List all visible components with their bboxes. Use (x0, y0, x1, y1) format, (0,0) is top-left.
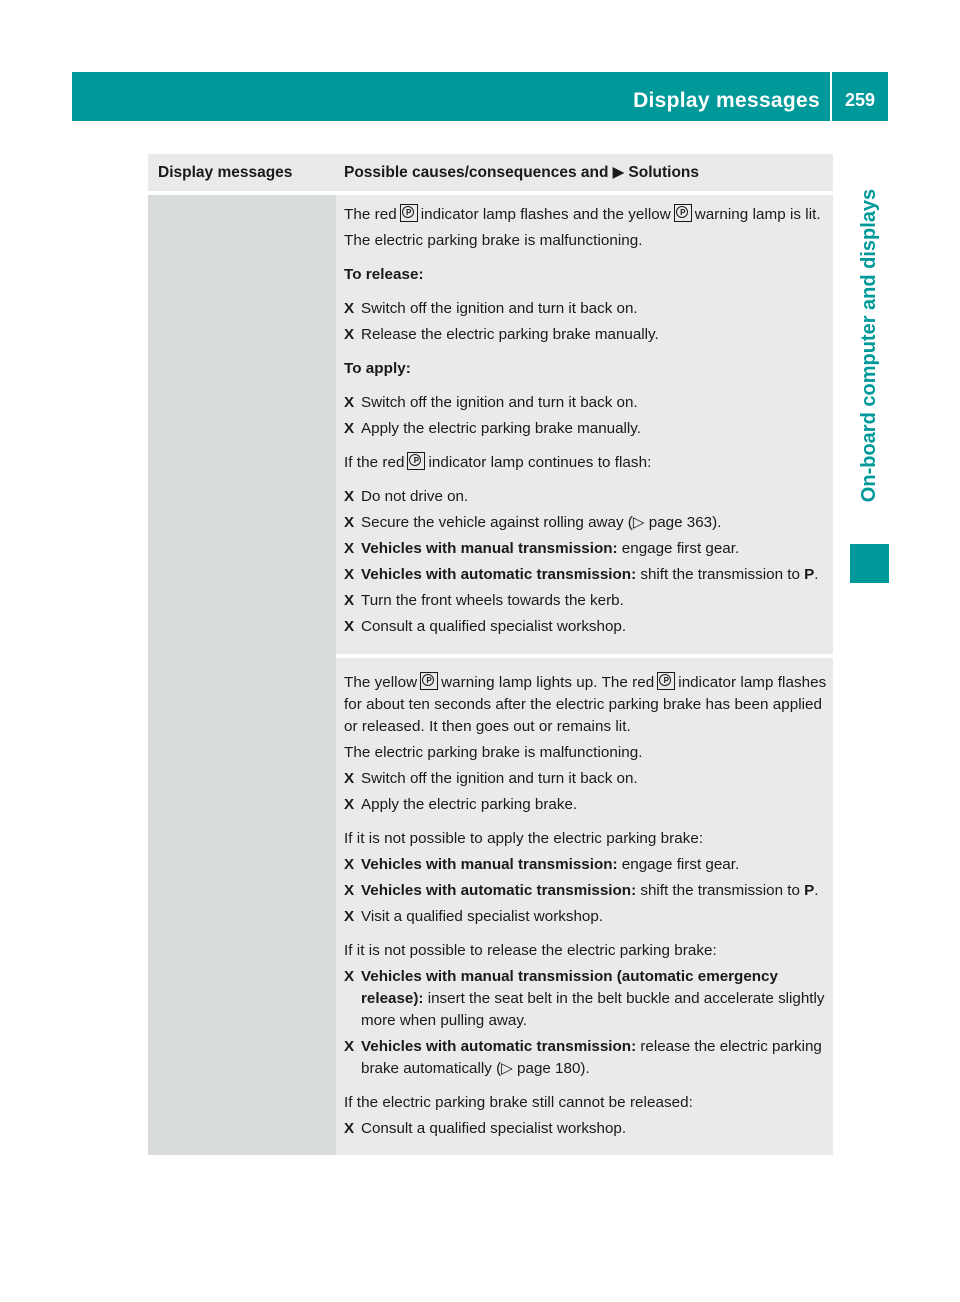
step-marker-icon: X (344, 618, 355, 635)
step-marker-icon: X (344, 514, 355, 531)
text-span: indicator lamp flashes and the yellow (420, 206, 671, 223)
step-marker-icon: X (344, 882, 355, 899)
step-marker-icon: X (344, 488, 355, 505)
text-span: P (804, 566, 815, 583)
text-span: insert the seat belt in the belt buckle and accelerate slightly more when pulling away. (361, 990, 825, 1029)
text-span: indicator lamp continues to flash: (428, 454, 652, 471)
text-span: Consult a qualified specialist workshop. (361, 1120, 627, 1137)
list-item (344, 768, 827, 790)
parking-brake-icon (674, 204, 692, 222)
step-text (361, 966, 827, 1032)
page-ref-arrow-icon: ▷ (632, 514, 645, 531)
solution-arrow-icon: ▶ (612, 164, 625, 181)
step-text (361, 538, 827, 560)
list-item (344, 564, 827, 586)
text-span: If the red (344, 454, 405, 471)
cell-cause: The electric parking brake is malfunctioning. (344, 232, 643, 249)
step-text (361, 1036, 827, 1080)
release-fail-condition: If it is not possible to release the electric parking brake: (344, 942, 717, 959)
step-marker-icon: X (344, 796, 355, 813)
flash-condition (344, 452, 827, 474)
step-marker-icon: X (344, 394, 355, 411)
chapter-tab (850, 160, 890, 530)
step-marker-icon: X (344, 770, 355, 787)
step-text (361, 854, 827, 876)
text-span: engage first gear. (617, 856, 740, 873)
step-marker-icon: X (344, 566, 355, 583)
list-item (344, 1118, 827, 1140)
list-item (344, 324, 827, 346)
text-span: Turn the front wheels towards the kerb. (361, 592, 624, 609)
text-span: Apply the electric parking brake. (361, 796, 578, 813)
text-span: Switch off the ignition and turn it back on. (361, 770, 638, 787)
step-marker-icon: X (344, 968, 355, 985)
text-span: Apply the electric parking brake manually. (361, 420, 641, 437)
parking-brake-icon (420, 672, 438, 690)
section-title: Display messages (633, 89, 820, 112)
step-marker-icon: X (344, 300, 355, 317)
col-header-solutions (336, 154, 833, 191)
list-item (344, 854, 827, 876)
text-span: P (804, 882, 815, 899)
text-span: Vehicles with manual transmission: (361, 856, 618, 873)
step-marker-icon: X (344, 540, 355, 557)
apply-fail-condition: If it is not possible to apply the electric parking brake: (344, 830, 704, 847)
table-cell (336, 195, 833, 654)
message-column (148, 195, 336, 1155)
table-body (148, 195, 833, 1155)
list-item (344, 486, 827, 508)
step-marker-icon: X (344, 908, 355, 925)
page-reference: page 363). (648, 514, 722, 531)
list-item (344, 298, 827, 320)
page-reference: page 180). (517, 1060, 590, 1077)
apply-heading: To apply: (344, 360, 411, 377)
text-span: Release the electric parking brake manually. (361, 326, 659, 343)
list-item (344, 616, 827, 638)
text-span: engage first gear. (617, 540, 740, 557)
page-number: 259 (844, 90, 876, 110)
col-header-text: Possible causes/consequences and (344, 164, 609, 181)
text-span: release the electric parking brake automatically ( (361, 1038, 822, 1077)
table-cell (336, 658, 833, 1155)
list-item (344, 794, 827, 816)
step-marker-icon: X (344, 592, 355, 609)
step-text (361, 564, 827, 586)
parking-brake-icon (657, 672, 675, 690)
list-item (344, 1036, 827, 1080)
text-span: The red (344, 206, 397, 223)
text-span: . (814, 882, 819, 899)
list-item (344, 966, 827, 1032)
col-header-messages: Display messages (158, 164, 293, 181)
text-span: Vehicles with automatic transmission: (361, 1038, 637, 1055)
list-item (344, 590, 827, 612)
step-marker-icon: X (344, 1120, 355, 1137)
step-marker-icon: X (344, 856, 355, 873)
text-span: Visit a qualified specialist workshop. (361, 908, 603, 925)
list-item (344, 906, 827, 928)
text-span: Do not drive on. (361, 488, 469, 505)
text-span: Vehicles with automatic transmission: (361, 566, 637, 583)
page-ref-arrow-icon: ▷ (501, 1060, 513, 1077)
text-span: Switch off the ignition and turn it back on. (361, 394, 638, 411)
text-span: shift the transmission to (636, 882, 805, 899)
still-condition: If the electric parking brake still cannot be released: (344, 1094, 693, 1111)
list-item (344, 880, 827, 902)
text-span: . (814, 566, 819, 583)
display-messages-table (148, 154, 833, 1155)
step-text (361, 512, 827, 534)
parking-brake-icon (400, 204, 418, 222)
solutions-column (336, 195, 833, 1155)
text-span: warning lamp is lit. (694, 206, 821, 223)
text-span: Vehicles with manual transmission (automatic emergency release): (361, 968, 778, 1007)
text-span: warning lamp lights up. The red (441, 674, 655, 691)
step-marker-icon: X (344, 420, 355, 437)
page-header (72, 72, 888, 121)
release-heading: To release: (344, 266, 424, 283)
list-item (344, 512, 827, 534)
cell-cause: The electric parking brake is malfunctioning. (344, 744, 643, 761)
text-span: shift the transmission to (636, 566, 805, 583)
list-item (344, 538, 827, 560)
text-span: The yellow (344, 674, 418, 691)
text-span: indicator lamp flashes for about ten seconds after the electric parking brake has been applied or released. It then goes out or remains lit. (344, 674, 827, 735)
parking-brake-icon (407, 452, 425, 470)
step-text (361, 880, 827, 902)
list-item (344, 392, 827, 414)
step-marker-icon: X (344, 1038, 355, 1055)
text-span: Vehicles with manual transmission: (361, 540, 618, 557)
cell-intro (344, 204, 827, 226)
text-span: Vehicles with automatic transmission: (361, 882, 637, 899)
cell-intro (344, 672, 827, 738)
chapter-tab-label: On-board computer and displays (858, 188, 881, 502)
list-item (344, 418, 827, 440)
text-span: Switch off the ignition and turn it back on. (361, 300, 638, 317)
text-span: Secure the vehicle against rolling away ( (361, 514, 633, 531)
step-marker-icon: X (344, 326, 355, 343)
text-span: Consult a qualified specialist workshop. (361, 618, 627, 635)
col-header-text-end: Solutions (628, 164, 700, 181)
table-header (148, 154, 833, 191)
chapter-marker (850, 544, 889, 583)
